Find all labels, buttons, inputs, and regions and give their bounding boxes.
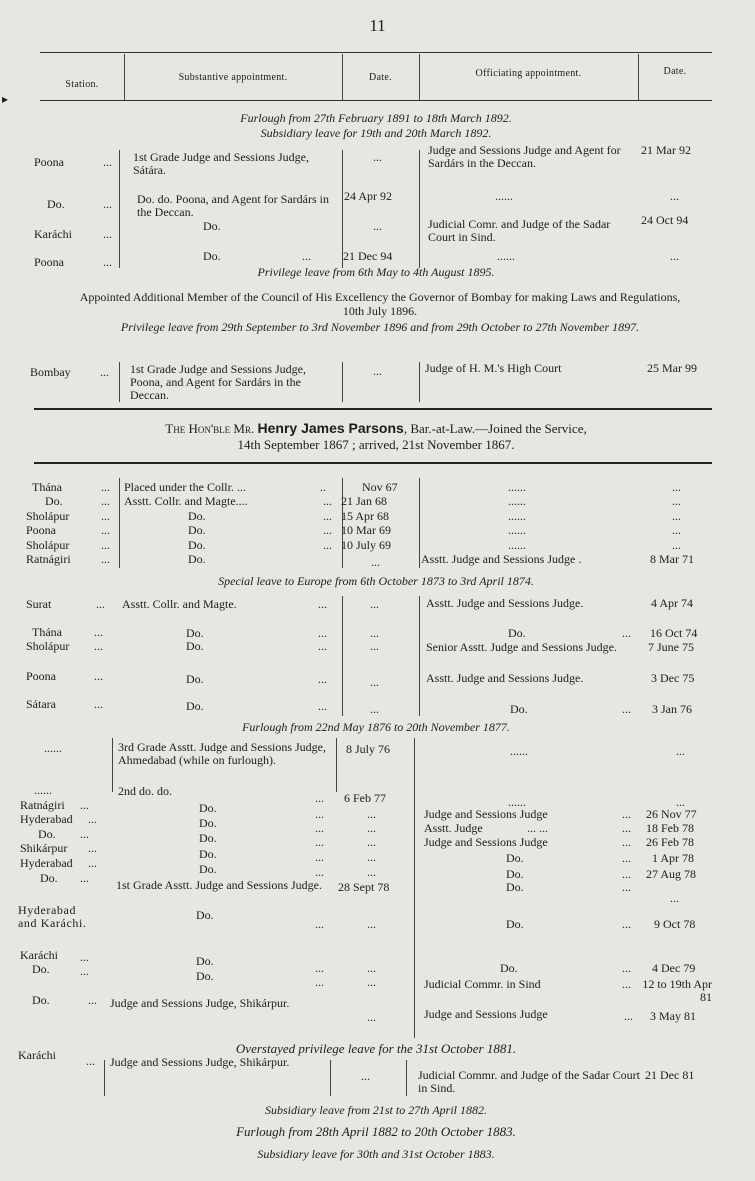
officiating: Asstt. Judge and Sessions Judge . xyxy=(421,552,582,566)
officiating: Judge of H. M.'s High Court xyxy=(425,361,562,375)
station: Surat xyxy=(26,597,52,611)
date: ... xyxy=(672,494,681,508)
header-top-rule xyxy=(40,52,712,53)
date: 16 Oct 74 xyxy=(650,626,698,640)
leader: ... xyxy=(323,494,332,508)
leader: ... xyxy=(101,480,110,494)
leader: ... xyxy=(103,255,112,269)
leader: ... xyxy=(101,509,110,523)
station: Do. xyxy=(32,962,50,976)
date: 21 Dec 94 xyxy=(343,249,393,263)
leader: ... xyxy=(88,812,97,826)
station: Do. xyxy=(32,993,50,1007)
date: 21 Dec 81 xyxy=(645,1068,695,1082)
leader: ... xyxy=(80,798,89,812)
header-date: Date. xyxy=(369,72,392,83)
leader: ... xyxy=(323,538,332,552)
date: ... xyxy=(373,150,382,164)
leader: ... xyxy=(100,365,109,379)
header-officiating: Officiating appointment. xyxy=(475,68,582,79)
officiating: ...... xyxy=(497,249,515,263)
substantive: 1st Grade Judge and Sessions Judge, Sátára. xyxy=(133,150,309,177)
leader: ... xyxy=(622,835,631,849)
station: ...... xyxy=(44,741,62,755)
date: ... xyxy=(370,597,379,611)
station: Thána xyxy=(32,480,62,494)
substantive: 2nd do. do. xyxy=(118,784,172,798)
leader: ... xyxy=(622,867,631,881)
leader: ... xyxy=(622,626,631,640)
officiating: Do. xyxy=(508,626,526,640)
leader: ... xyxy=(318,626,327,640)
column-divider xyxy=(112,738,113,792)
header-divider xyxy=(638,54,639,100)
note: Furlough from 28th April 1882 to 20th October 1883. xyxy=(236,1124,516,1139)
date: 1 Apr 78 xyxy=(652,851,694,865)
date: 4 Apr 74 xyxy=(651,596,693,610)
leader: ... xyxy=(101,552,110,566)
date: 27 Aug 78 xyxy=(646,867,697,881)
station: Hyderabad xyxy=(20,812,73,826)
date: 18 Feb 78 xyxy=(646,821,694,835)
leader: ... xyxy=(622,977,631,991)
station: ...... xyxy=(34,783,52,797)
leader: ... xyxy=(88,856,97,870)
substantive: Do. xyxy=(199,862,217,876)
date: ... xyxy=(371,555,380,569)
note: Overstayed privilege leave for the 31st October 1881. xyxy=(235,1041,517,1056)
substantive: Placed under the Collr. ... xyxy=(124,480,246,494)
officer-prefix: The Hon'ble Mr. xyxy=(165,421,255,436)
station: Do. xyxy=(40,871,58,885)
station: Poona xyxy=(26,523,56,537)
date: ... xyxy=(367,1010,376,1024)
substantive: 1st Grade Asstt. Judge and Sessions Judge. xyxy=(116,878,322,892)
date: 26 Nov 77 xyxy=(646,807,697,821)
leader: ... ... xyxy=(527,821,548,835)
officiating: Judge and Sessions Judge xyxy=(424,835,548,849)
date: 8 July 76 xyxy=(346,742,391,756)
station: Do. xyxy=(47,197,65,211)
column-divider xyxy=(104,1060,105,1096)
date: ... xyxy=(373,364,382,378)
leader: ... xyxy=(103,197,112,211)
date: 8 Mar 71 xyxy=(650,552,694,566)
date: 3 Jan 76 xyxy=(652,702,692,716)
officiating: Judge and Sessions Judge xyxy=(424,807,548,821)
date: ... xyxy=(672,509,681,523)
station: Poona xyxy=(34,255,64,269)
section-rule xyxy=(34,408,712,410)
officiating: ...... xyxy=(508,509,526,523)
substantive: Asstt. Collr. and Magte. xyxy=(122,597,237,611)
station: Do. xyxy=(38,827,56,841)
station: Hyderabad and Karáchi. xyxy=(18,903,87,930)
date: ... xyxy=(370,675,379,689)
station: Shikárpur xyxy=(20,841,68,855)
column-divider xyxy=(119,150,120,268)
column-divider xyxy=(419,596,420,716)
station: Ratnágiri xyxy=(20,798,65,812)
officiating: Judicial Comr. and Judge of the Sadar Court in Sind. xyxy=(428,217,611,244)
date: ... xyxy=(670,891,679,905)
column-divider xyxy=(419,362,420,402)
date: ... xyxy=(361,1069,370,1083)
date: ... xyxy=(670,189,679,203)
substantive: Do. xyxy=(199,801,217,815)
page-number: 11 xyxy=(369,16,386,35)
officiating: Judicial Commr. and Judge of the Sadar Court in Sind. xyxy=(418,1068,640,1095)
date: 21 Mar 92 xyxy=(641,143,691,157)
officer-suffix: , Bar.-at-Law.—Joined the Service, xyxy=(403,421,587,436)
substantive: Do. xyxy=(196,954,214,968)
leader: ... xyxy=(88,993,97,1007)
date: 12 to 19th Apr 81 xyxy=(642,977,712,1004)
note: Special leave to Europe from 6th October 1873 to 3rd April 1874. xyxy=(218,574,534,588)
officiating: Judge and Sessions Judge xyxy=(424,1007,548,1021)
officiating: Asstt. Judge and Sessions Judge. xyxy=(426,596,584,610)
leader: ... xyxy=(318,639,327,653)
leader: ... xyxy=(101,494,110,508)
header-bottom-rule xyxy=(40,100,712,101)
date: ... xyxy=(670,249,679,263)
margin-mark: ▸ xyxy=(2,92,9,106)
substantive: Do. xyxy=(186,626,204,640)
date: ... xyxy=(367,835,376,849)
note: Privilege leave from 29th September to 3rd November 1896 and from 29th October to 27th November 1897. xyxy=(120,320,640,334)
leader: ... xyxy=(622,702,631,716)
substantive: Do. xyxy=(196,969,214,983)
note: Subsidiary leave for 19th and 20th March 1892. xyxy=(260,126,492,140)
date: 7 June 75 xyxy=(648,640,694,654)
date: ... xyxy=(367,961,376,975)
station: Sátara xyxy=(26,697,56,711)
substantive: Judge and Sessions Judge, Shikárpur. xyxy=(110,1055,290,1069)
date: 24 Apr 92 xyxy=(344,189,392,203)
station: Poona xyxy=(34,155,64,169)
leader: ... xyxy=(622,880,631,894)
note: Furlough from 22nd May 1876 to 20th November 1877. xyxy=(242,720,510,734)
leader: ... xyxy=(315,821,324,835)
substantive: Do. xyxy=(199,816,217,830)
substantive: Do. xyxy=(188,509,206,523)
leader: ... xyxy=(80,964,89,978)
officer-dates: 14th September 1867 ; arrived, 21st November 1867. xyxy=(237,437,515,452)
station: Karáchi xyxy=(20,948,58,962)
substantive: Do. do. Poona, and Agent for Sardárs in the Deccan. xyxy=(137,192,329,219)
date: 26 Feb 78 xyxy=(646,835,694,849)
officiating: ...... xyxy=(508,480,526,494)
date: 25 Mar 99 xyxy=(647,361,697,375)
station: Do. xyxy=(45,494,63,508)
leader: ... xyxy=(315,791,324,805)
date: 21 Jan 68 xyxy=(341,494,387,508)
station: Sholápur xyxy=(26,639,70,653)
officiating: ...... xyxy=(510,744,528,758)
leader: ... xyxy=(94,697,103,711)
officiating: ...... xyxy=(508,538,526,552)
date: ... xyxy=(367,917,376,931)
officiating: ...... xyxy=(508,523,526,537)
substantive: Do. xyxy=(188,552,206,566)
leader: ... xyxy=(96,597,105,611)
date: ... xyxy=(367,865,376,879)
date: 4 Dec 79 xyxy=(652,961,696,975)
leader: ... xyxy=(622,917,631,931)
station: Sholápur xyxy=(26,509,70,523)
officiating: Do. xyxy=(506,867,524,881)
leader: ... xyxy=(315,961,324,975)
date: ... xyxy=(367,975,376,989)
officiating: Do. xyxy=(506,917,524,931)
leader: ... xyxy=(94,625,103,639)
leader: ... xyxy=(315,975,324,989)
leader: ... xyxy=(318,699,327,713)
officiating: Asstt. Judge and Sessions Judge. xyxy=(426,671,584,685)
station: Sholápur xyxy=(26,538,70,552)
leader: ... xyxy=(622,851,631,865)
date: ... xyxy=(367,821,376,835)
leader: ... xyxy=(302,249,311,263)
header-date: Date. xyxy=(663,66,687,77)
leader: ... xyxy=(315,807,324,821)
officiating: Do. xyxy=(506,851,524,865)
note: Privilege leave from 6th May to 4th August 1895. xyxy=(257,265,495,279)
officiating: ...... xyxy=(508,494,526,508)
date: 28 Sept 78 xyxy=(338,880,390,894)
substantive: Do. xyxy=(199,847,217,861)
substantive: Do. xyxy=(186,672,204,686)
leader: ... xyxy=(88,841,97,855)
note: Subsidiary leave for 30th and 31st October 1883. xyxy=(257,1147,495,1161)
date: ... xyxy=(373,219,382,233)
officer-name: Henry James Parsons xyxy=(257,420,404,436)
substantive: Do. xyxy=(199,831,217,845)
date: ... xyxy=(370,626,379,640)
date: 6 Feb 77 xyxy=(344,791,386,805)
column-divider xyxy=(342,596,343,716)
leader: ... xyxy=(318,672,327,686)
leader: ... xyxy=(622,807,631,821)
officer-heading xyxy=(40,421,712,436)
date: 3 May 81 xyxy=(650,1009,696,1023)
leader: ... xyxy=(94,669,103,683)
date: ... xyxy=(370,639,379,653)
leader: ... xyxy=(315,835,324,849)
date: 24 Oct 94 xyxy=(641,213,689,227)
note: Appointed Additional Member of the Council of His Excellency the Governor of Bombay for making Laws and Regulations, 10th July 1896. xyxy=(79,290,681,318)
station: Thána xyxy=(32,625,62,639)
date: ... xyxy=(367,807,376,821)
date: 15 Apr 68 xyxy=(341,509,389,523)
leader: ... xyxy=(103,155,112,169)
station: Ratnágiri xyxy=(26,552,71,566)
officiating: Judge and Sessions Judge and Agent for Sardárs in the Deccan. xyxy=(428,143,621,170)
substantive: 1st Grade Judge and Sessions Judge, Poona, and Agent for Sardárs in the Deccan. xyxy=(130,362,306,402)
date: 9 Oct 78 xyxy=(654,917,696,931)
date: 10 July 69 xyxy=(341,538,392,552)
officiating: Do. xyxy=(510,702,528,716)
leader: ... xyxy=(94,639,103,653)
date: ... xyxy=(676,795,685,809)
leader: ... xyxy=(315,865,324,879)
leader: ... xyxy=(101,523,110,537)
column-divider xyxy=(119,478,120,568)
section-rule xyxy=(34,462,712,464)
officiating: ...... xyxy=(508,795,526,809)
date: ... xyxy=(672,538,681,552)
substantive: Do. xyxy=(188,523,206,537)
leader: ... xyxy=(622,961,631,975)
substantive: Do. xyxy=(203,249,221,263)
leader: ... xyxy=(624,1009,633,1023)
note: Furlough from 27th February 1891 to 18th March 1892. xyxy=(240,111,512,125)
station: Bombay xyxy=(30,365,71,379)
leader: ... xyxy=(80,827,89,841)
header-substantive: Substantive appointment. xyxy=(178,72,288,83)
date: ... xyxy=(672,480,681,494)
date: Nov 67 xyxy=(362,480,398,494)
officiating: ...... xyxy=(495,189,513,203)
date: 10 Mar 69 xyxy=(341,523,391,537)
substantive: Do. xyxy=(186,639,204,653)
leader: ... xyxy=(315,850,324,864)
officiating: Judicial Commr. in Sind xyxy=(424,977,541,991)
leader: ... xyxy=(323,509,332,523)
officiating: Do. xyxy=(500,961,518,975)
header-station: Station. xyxy=(65,79,99,90)
station: Karáchi xyxy=(18,1048,56,1062)
column-divider xyxy=(414,738,415,1038)
substantive: Judge and Sessions Judge, Shikárpur. xyxy=(110,996,290,1010)
substantive: Do. xyxy=(186,699,204,713)
leader: .. xyxy=(320,480,326,494)
leader: ... xyxy=(315,917,324,931)
substantive: Do. xyxy=(203,219,221,233)
substantive: Do. xyxy=(188,538,206,552)
leader: ... xyxy=(80,871,89,885)
leader: ... xyxy=(318,597,327,611)
column-divider xyxy=(336,738,337,792)
column-divider xyxy=(330,1060,331,1096)
substantive: 3rd Grade Asstt. Judge and Sessions Judge, Ahmedabad (while on furlough). xyxy=(118,740,326,767)
column-divider xyxy=(406,1060,407,1096)
substantive: Asstt. Collr. and Magte.... xyxy=(124,494,248,508)
date: ... xyxy=(370,702,379,716)
leader: ... xyxy=(86,1054,95,1068)
leader: ... xyxy=(101,538,110,552)
leader: ... xyxy=(622,821,631,835)
date: 3 Dec 75 xyxy=(651,671,695,685)
officiating: Asstt. Judge xyxy=(424,821,483,835)
leader: ... xyxy=(103,227,112,241)
column-divider xyxy=(419,150,420,268)
officiating: Senior Asstt. Judge and Sessions Judge. xyxy=(426,640,618,654)
date: ... xyxy=(672,523,681,537)
station: Hyderabad xyxy=(20,856,73,870)
column-divider xyxy=(419,478,420,568)
station: Karáchi xyxy=(34,227,72,241)
column-divider xyxy=(342,362,343,402)
leader: ... xyxy=(323,523,332,537)
leader: ... xyxy=(80,950,89,964)
note: Subsidiary leave from 21st to 27th April 1882. xyxy=(265,1103,487,1117)
date: ... xyxy=(367,850,376,864)
officiating: Do. xyxy=(506,880,524,894)
station: Poona xyxy=(26,669,56,683)
date: ... xyxy=(676,744,685,758)
substantive: Do. xyxy=(196,908,214,922)
column-divider xyxy=(119,362,120,402)
